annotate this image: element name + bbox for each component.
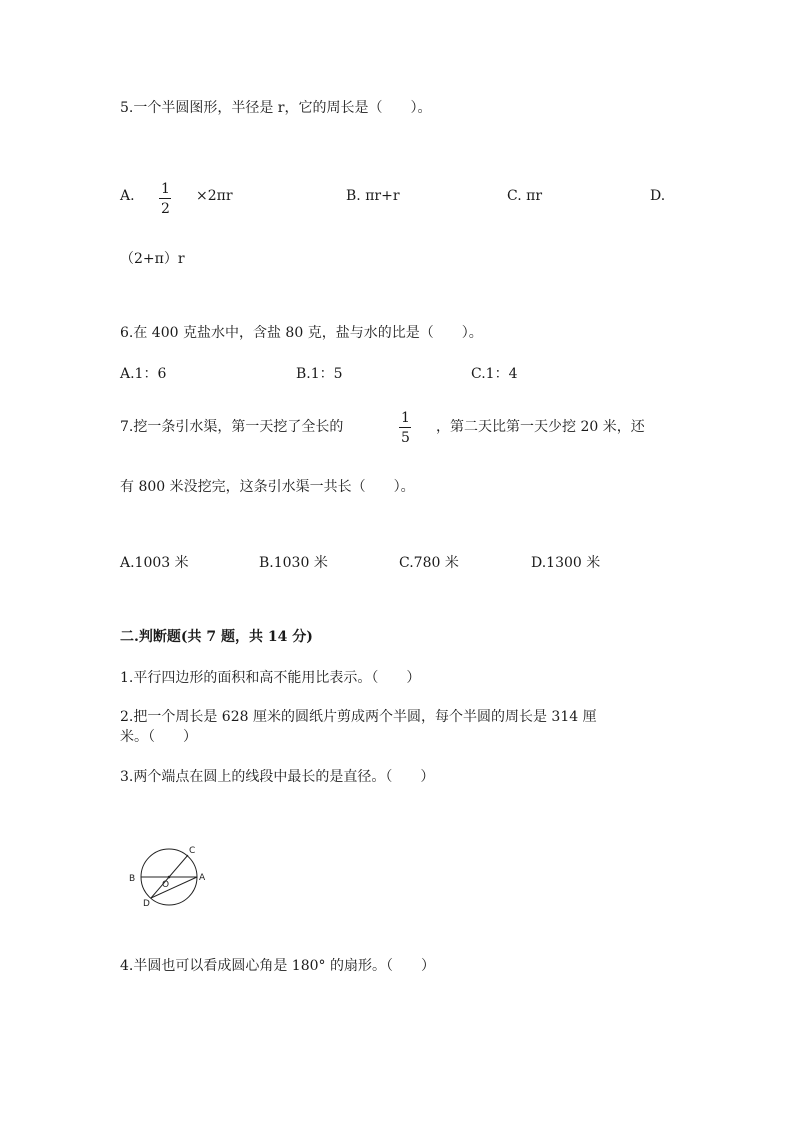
q6-stem: 6.在 400 克盐水中，含盐 80 克，盐与水的比是（ ）。 bbox=[120, 325, 483, 341]
q5-option-d-label[interactable]: D. bbox=[650, 188, 666, 204]
section-heading-judgment: 二.判断题(共 7 题，共 14 分) bbox=[120, 629, 313, 645]
label-c: C bbox=[189, 846, 196, 856]
judgment-q3: 3.两个端点在圆上的线段中最长的是直径。（ ） bbox=[120, 769, 435, 785]
q7-fraction-denominator: 5 bbox=[401, 430, 410, 446]
label-o: O bbox=[162, 880, 170, 890]
q5-option-c[interactable]: C. πr bbox=[507, 188, 543, 204]
label-b: B bbox=[129, 874, 136, 884]
judgment-q1: 1.平行四边形的面积和高不能用比表示。（ ） bbox=[120, 670, 421, 686]
judgment-q4: 4.半圆也可以看成圆心角是 180° 的扇形。（ ） bbox=[120, 958, 435, 974]
q5-option-d-text[interactable]: （2+π）r bbox=[120, 251, 185, 267]
q7-option-d[interactable]: D.1300 米 bbox=[531, 555, 601, 571]
q7-option-a[interactable]: A.1003 米 bbox=[120, 555, 189, 571]
q7-fraction-numerator: 1 bbox=[401, 410, 410, 426]
q6-option-b[interactable]: B.1：5 bbox=[296, 366, 343, 382]
q5-option-a-label[interactable]: A. bbox=[120, 188, 135, 204]
q7-stem-part2: ，第二天比第一天少挖 20 米，还 bbox=[436, 419, 645, 435]
q5-fraction-denominator: 2 bbox=[161, 201, 170, 217]
q5-fraction-numerator: 1 bbox=[161, 181, 170, 197]
q6-option-a[interactable]: A.1：6 bbox=[120, 366, 167, 382]
q7-stem-part1: 7.挖一条引水渠，第一天挖了全长的 bbox=[120, 419, 344, 435]
q5-option-a-text[interactable]: ×2πr bbox=[196, 188, 233, 204]
judgment-q2-line1: 2.把一个周长是 628 厘米的圆纸片剪成两个半圆，每个半圆的周长是 314 厘 bbox=[120, 709, 597, 725]
q5-stem: 5.一个半圆图形，半径是 r，它的周长是（ ）。 bbox=[120, 100, 432, 116]
q7-fraction bbox=[398, 411, 413, 445]
q7-option-c[interactable]: C.780 米 bbox=[399, 555, 459, 571]
q5-option-b[interactable]: B. πr+r bbox=[346, 188, 400, 204]
label-a: A bbox=[199, 873, 206, 883]
q7-stem-line2: 有 800 米没挖完，这条引水渠一共长（ ）。 bbox=[120, 479, 415, 495]
q6-option-c[interactable]: C.1：4 bbox=[471, 366, 518, 382]
q5-option-a-fraction bbox=[158, 182, 173, 216]
circle-diameter-figure bbox=[124, 842, 214, 912]
judgment-q2-line2: 米。（ ） bbox=[120, 729, 197, 745]
center-point bbox=[168, 876, 171, 879]
q7-option-b[interactable]: B.1030 米 bbox=[259, 555, 328, 571]
label-d: D bbox=[143, 899, 150, 909]
